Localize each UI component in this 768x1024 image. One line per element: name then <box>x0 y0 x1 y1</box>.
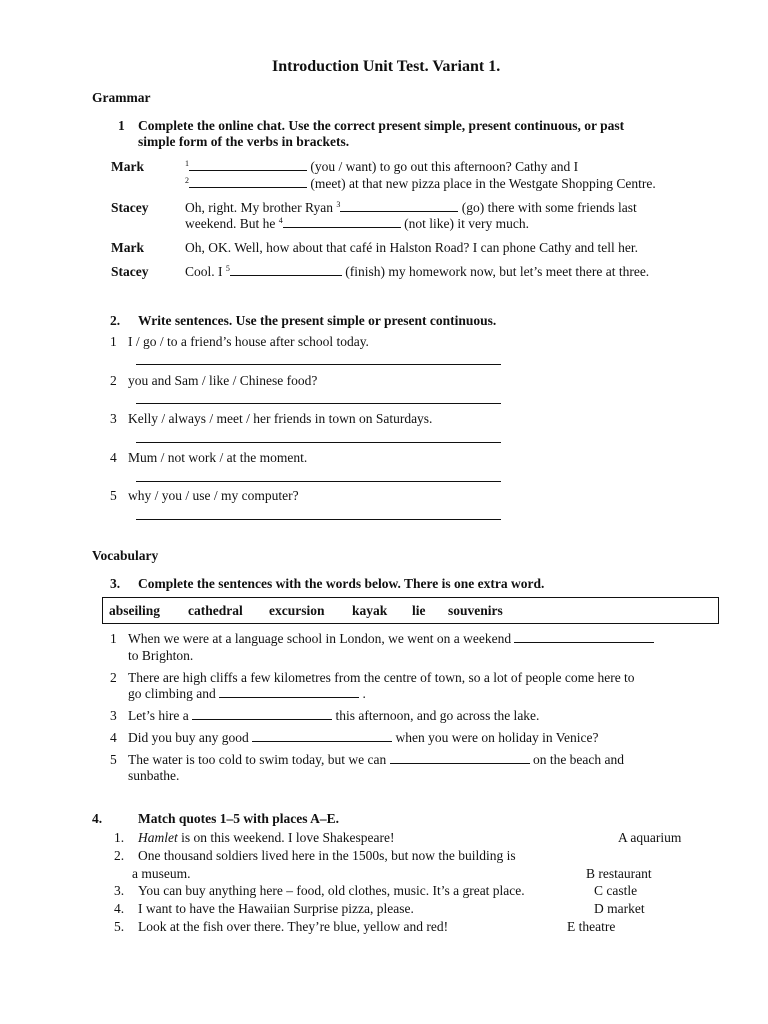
task2-number: 2. <box>110 313 121 328</box>
item-number: 5 <box>110 488 117 503</box>
page-title: Introduction Unit Test. Variant 1. <box>272 58 501 75</box>
answer-blank[interactable] <box>192 708 332 720</box>
prompt-text: you and Sam / like / Chinese food? <box>128 373 318 388</box>
speaker-label: Mark <box>111 240 144 255</box>
chat-line <box>185 176 656 192</box>
item-number: 4 <box>110 450 117 465</box>
chat-text: (go) there with some friends last <box>461 200 637 215</box>
answer-line[interactable] <box>136 364 501 365</box>
quote-line <box>138 830 394 846</box>
sentence-line <box>128 708 539 724</box>
chat-line <box>185 159 578 175</box>
task1-number: 1 <box>118 118 125 133</box>
quote-text: is on this weekend. I love Shakespeare! <box>181 830 395 845</box>
item-number: 3 <box>110 411 117 426</box>
sentence-text: to Brighton. <box>128 648 194 663</box>
sentence-text: Did you buy any good <box>128 730 249 745</box>
sentence-text: sunbathe. <box>128 768 180 783</box>
item-number: 2 <box>110 670 117 685</box>
sentence-text: this afternoon, and go across the lake. <box>335 708 540 723</box>
quote-text: I want to have the Hawaiian Surprise pizza, please. <box>138 901 414 916</box>
chat-text: (you / want) to go out this afternoon? Cathy and I <box>310 159 579 174</box>
speaker-label: Stacey <box>111 264 149 279</box>
item-number: 1 <box>110 631 117 646</box>
sentence-text: Let’s hire a <box>128 708 189 723</box>
gap-number: 1 <box>185 159 189 168</box>
chat-text: (meet) at that new pizza place in the Westgate Shopping Centre. <box>310 176 656 191</box>
chat-text: weekend. But he <box>185 216 276 231</box>
answer-blank[interactable] <box>230 264 342 276</box>
quote-number: 3. <box>114 883 125 898</box>
sentence-line <box>128 686 366 702</box>
word-option: abseiling <box>109 603 161 618</box>
word-box <box>102 597 719 624</box>
sentence-text: go climbing and <box>128 686 216 701</box>
sentence-line <box>128 730 598 746</box>
sentence-text: The water is too cold to swim today, but we can <box>128 752 387 767</box>
answer-line[interactable] <box>136 442 501 443</box>
item-number: 3 <box>110 708 117 723</box>
quote-number: 5. <box>114 919 125 934</box>
word-option: souvenirs <box>448 603 503 618</box>
chat-line <box>185 200 637 216</box>
place-option: A aquarium <box>618 830 682 845</box>
quote-text: a museum. <box>132 866 191 881</box>
task1-instruction-line1: Complete the online chat. Use the correct present simple, present continuous, or past <box>138 118 625 133</box>
gap-number: 4 <box>278 216 283 225</box>
item-number: 5 <box>110 752 117 767</box>
answer-line[interactable] <box>136 403 501 404</box>
answer-blank[interactable] <box>283 216 401 228</box>
gap-number: 3 <box>336 200 341 209</box>
chat-line <box>185 216 529 232</box>
prompt-text: why / you / use / my computer? <box>128 488 299 503</box>
answer-blank[interactable] <box>189 176 307 188</box>
answer-line[interactable] <box>136 481 501 482</box>
task1-instruction-line2: simple form of the verbs in brackets. <box>138 134 350 149</box>
place-option: E theatre <box>567 919 616 934</box>
word-option: lie <box>412 603 426 618</box>
prompt-text: Mum / not work / at the moment. <box>128 450 308 465</box>
answer-blank[interactable] <box>514 631 654 643</box>
sentence-text: when you were on holiday in Venice? <box>395 730 599 745</box>
quote-text: You can buy anything here – food, old clothes, music. It’s a great place. <box>138 883 525 898</box>
answer-blank[interactable] <box>189 159 307 171</box>
play-title: Hamlet <box>138 830 178 845</box>
place-option: B restaurant <box>586 866 652 881</box>
task2-instruction: Write sentences. Use the present simple or present continuous. <box>138 313 497 328</box>
task4-number: 4. <box>92 811 103 826</box>
chat-line <box>185 264 649 280</box>
answer-blank[interactable] <box>390 752 530 764</box>
prompt-text: Kelly / always / meet / her friends in town on Saturdays. <box>128 411 433 426</box>
task3-instruction: Complete the sentences with the words below. There is one extra word. <box>138 576 545 591</box>
answer-blank[interactable] <box>252 730 392 742</box>
task3-number: 3. <box>110 576 121 591</box>
quote-text: Look at the fish over there. They’re blue, yellow and red! <box>138 919 449 934</box>
word-option: kayak <box>352 603 388 618</box>
sentence-text: . <box>362 686 366 701</box>
chat-text: (not like) it very much. <box>404 216 529 231</box>
sentence-text: There are high cliffs a few kilometres from the centre of town, so a lot of people come here to <box>128 670 635 685</box>
quote-number: 2. <box>114 848 125 863</box>
answer-line[interactable] <box>136 519 501 520</box>
place-option: D market <box>594 901 645 916</box>
item-number: 4 <box>110 730 117 745</box>
quote-number: 1. <box>114 830 125 845</box>
gap-number: 2 <box>185 176 189 185</box>
quote-text: One thousand soldiers lived here in the 1500s, but now the building is <box>138 848 516 863</box>
answer-blank[interactable] <box>340 200 458 212</box>
quote-number: 4. <box>114 901 125 916</box>
grammar-heading: Grammar <box>92 90 151 105</box>
item-number: 2 <box>110 373 117 388</box>
place-option: C castle <box>594 883 638 898</box>
prompt-text: I / go / to a friend’s house after school today. <box>128 334 369 349</box>
gap-number: 5 <box>225 264 230 273</box>
word-option: cathedral <box>188 603 243 618</box>
speaker-label: Stacey <box>111 200 149 215</box>
word-option: excursion <box>269 603 325 618</box>
sentence-text: When we were at a language school in London, we went on a weekend <box>128 631 512 646</box>
item-number: 1 <box>110 334 117 349</box>
answer-blank[interactable] <box>219 686 359 698</box>
chat-text: Oh, OK. Well, how about that café in Halston Road? I can phone Cathy and tell her. <box>185 240 639 255</box>
chat-text: Oh, right. My brother Ryan <box>185 200 333 215</box>
speaker-label: Mark <box>111 159 144 174</box>
sentence-text: on the beach and <box>532 752 625 767</box>
chat-text: Cool. I <box>185 264 223 279</box>
task4-instruction: Match quotes 1–5 with places A–E. <box>138 811 340 826</box>
chat-text: (finish) my homework now, but let’s meet there at three. <box>345 264 650 279</box>
vocabulary-heading: Vocabulary <box>92 548 159 563</box>
sentence-line <box>128 631 654 647</box>
sentence-line <box>128 752 624 768</box>
